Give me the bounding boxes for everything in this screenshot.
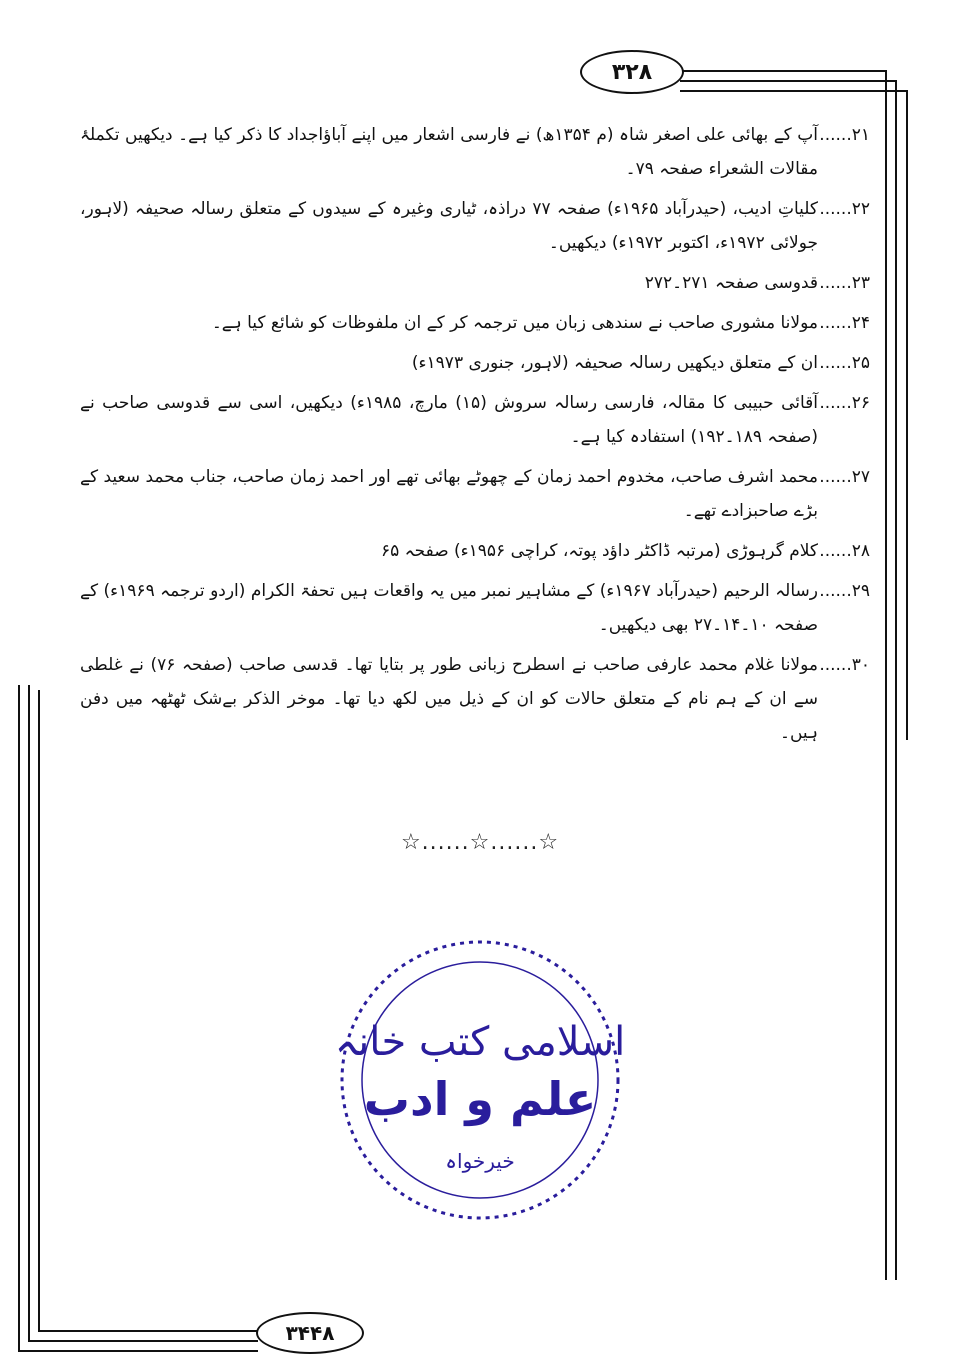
- footnote-item: [80, 266, 870, 300]
- footnote-item: [80, 346, 870, 380]
- footnotes-list: [80, 118, 870, 756]
- frame-left-rule-2: [28, 685, 30, 1340]
- footnote-number: ۲۵......: [819, 353, 870, 373]
- footnote-number: ۲۹......: [819, 581, 870, 601]
- seal-legend: اسلامی کتب خانہ: [334, 1019, 626, 1065]
- footnote-item: [80, 386, 870, 454]
- footnote-item: [80, 192, 870, 260]
- footnote-text: رسالہ الرحیم (حیدرآباد ۱۹۶۷ء) کے مشاہیر نمبر میں یہ واقعات ہیں تحفۃ الکرام (اردو ترجمہ ۱۹۶۹ء) کے صفحہ ۱۰۔۱۴۔۲۷ بھی دیکھیں۔: [80, 581, 818, 635]
- frame-right-rule: [885, 70, 887, 1280]
- footnote-text: قدوسی صفحہ ۲۷۱۔۲۷۲: [644, 273, 818, 293]
- footnote-item: [80, 574, 870, 642]
- seal-inner: علم و ادب: [363, 1072, 597, 1126]
- footnote-text: مولانا مشوری صاحب نے سندھی زبان میں ترجمہ کر کے ان ملفوظات کو شائع کیا ہے۔: [211, 313, 818, 333]
- page-number-top: ۳۲۸: [580, 50, 684, 94]
- footnote-number: ۲۸......: [819, 541, 870, 561]
- footnote-text: مولانا غلام محمد عارفی صاحب نے اسطرح زبانی طور پر بتایا تھا۔ قدسی صاحب (صفحہ ۷۶) نے غلطی سے ان کے ہم نام کے متعلق حالات کو ان کے ذیل میں لکھ دیا تھا۔ موخر الذکر بےشک ٹھٹھہ میں دفن ہیں۔: [80, 655, 819, 743]
- footnote-text: محمد اشرف صاحب، مخدوم احمد زمان کے چھوٹے بھائی تھے اور احمد زمان صاحب، جناب محمد سعید کے بڑے صاحبزادے تھے۔: [80, 467, 818, 521]
- footnote-text: ان کے متعلق دیکھیں رسالہ صحیفہ (لاہور، جنوری ۱۹۷۳ء): [411, 353, 818, 373]
- footnote-item: [80, 648, 870, 750]
- footnote-text: آپ کے بھائی علی اصغر شاہ (م ۱۳۵۴ھ) نے فارسی اشعار میں اپنے آباؤاجداد کا ذکر کیا ہے۔ دیکھیں تکملۂ مقالات الشعراء صفحہ ۷۹۔: [80, 125, 818, 179]
- footnote-number: ۲۱......: [819, 125, 870, 145]
- frame-right-rule-3: [906, 90, 908, 740]
- frame-bottom-rule: [38, 1330, 258, 1332]
- page-number-bottom: ۳۴۴۸: [256, 1312, 364, 1354]
- footnote-number: ۲۶......: [819, 393, 871, 413]
- frame-top-rule-2: [680, 80, 895, 82]
- frame-left-rule-3: [38, 690, 40, 1330]
- footnote-text: کلام گرہوڑی (مرتبہ ڈاکٹر داؤد پوتہ، کراچی ۱۹۵۶ء) صفحہ ۶۵: [380, 541, 818, 561]
- frame-top-rule: [680, 70, 885, 72]
- footnote-item: [80, 460, 870, 528]
- footnote-text: آقائی حبیبی کا مقالہ، فارسی رسالہ سروش (۱۵) مارچ، ۱۹۸۵ء) دیکھیں، اسی سے قدوسی صاحب نے (صفحہ ۱۸۹۔۱۹۲) استفادہ کیا ہے۔: [80, 393, 819, 447]
- frame-bottom-rule-2: [28, 1340, 258, 1342]
- frame-right-rule-2: [895, 80, 897, 1280]
- footnote-number: ۳۰......: [819, 655, 871, 675]
- footnote-text: کلیاتِ ادیب، (حیدرآباد ۱۹۶۵ء) صفحہ ۷۷ دراذہ، ٹیاری وغیرہ کے سیدوں کے متعلق رسالہ صحیفہ (لاہور، جولائی ۱۹۷۲ء، اکتوبر ۱۹۷۲ء) دیکھیں۔: [80, 199, 819, 253]
- footnote-number: ۲۷......: [819, 467, 870, 487]
- footnote-number: ۲۲......: [819, 199, 871, 219]
- frame-bottom-rule-3: [18, 1350, 258, 1352]
- footnote-item: [80, 118, 870, 186]
- footnote-number: ۲۴......: [819, 313, 870, 333]
- calligraphy-seal: [330, 930, 630, 1230]
- frame-top-rule-3: [680, 90, 908, 92]
- section-separator: ☆......☆......☆: [400, 830, 560, 855]
- frame-left-rule: [18, 685, 20, 1350]
- footnote-item: [80, 534, 870, 568]
- footnote-item: [80, 306, 870, 340]
- footnote-number: ۲۳......: [819, 273, 870, 293]
- seal-footer: خیرخواہ: [445, 1149, 515, 1173]
